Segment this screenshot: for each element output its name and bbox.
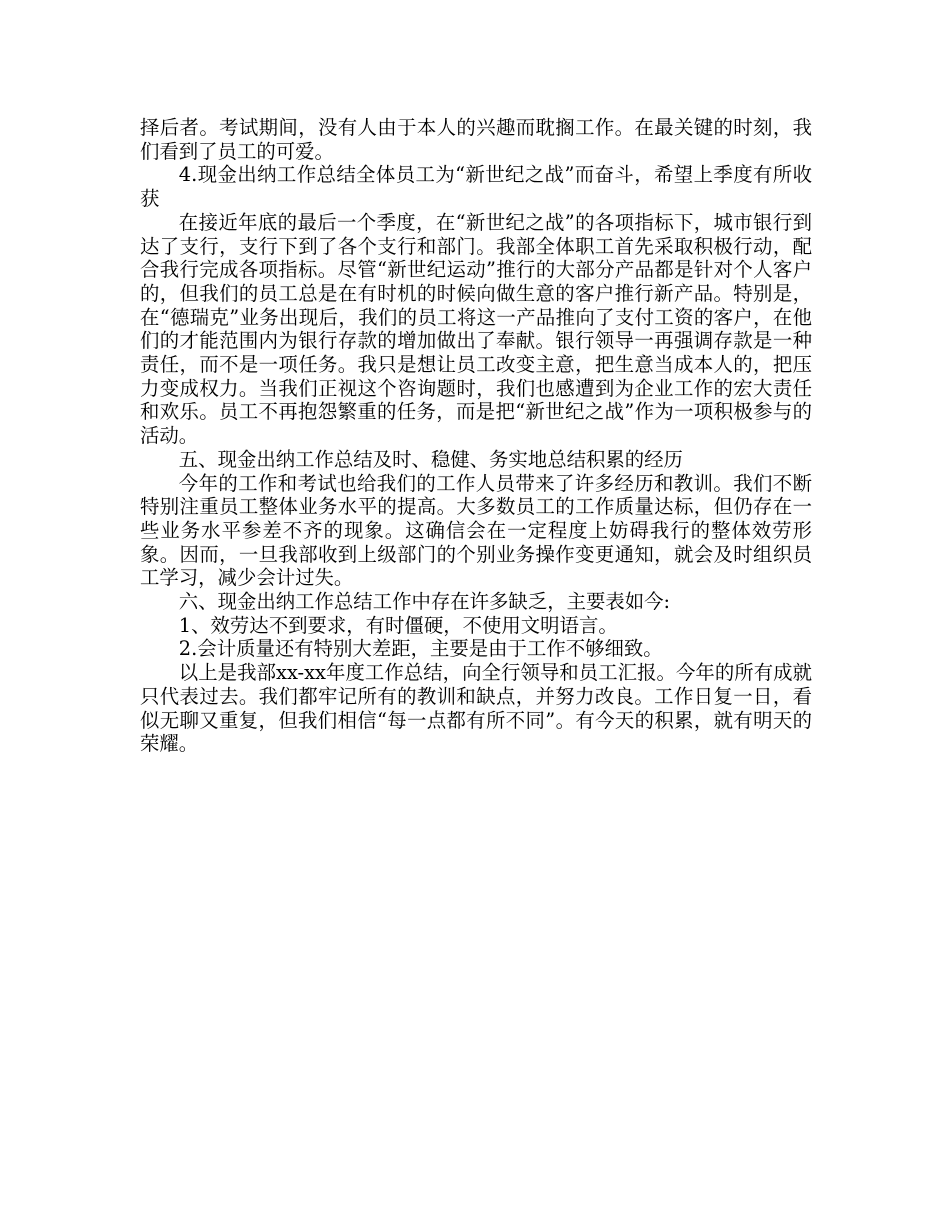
heading-section-5: 五、现金出纳工作总结及时、稳健、务实地总结积累的经历 (178, 447, 683, 471)
heading-section-6: 六、现金出纳工作总结工作中存在许多缺乏，主要表如今: (178, 590, 671, 614)
list-item-2: 2.会计质量还有特别大差距，主要是由于工作不够细致。 (178, 637, 663, 661)
heading-section-4: 4.现金出纳工作总结全体员工为“新世纪之战”而奋斗，希望上季度有所收获 (140, 163, 812, 211)
paragraph-conclusion: 以上是我部xx-xx年度工作总结，向全行领导和员工汇报。今年的所有成就只代表过去。我们都牢记所有的教训和缺点，并努力改良。工作日复一日，看似无聊又重复，但我们相信“每一点都有所不同”。有今天的积累，就有明天的荣耀。 (140, 661, 812, 756)
paragraph-new-century-campaign: 在接近年底的最后一个季度，在“新世纪之战”的各项指标下，城市银行到达了支行，支行下到了各个支行和部门。我部全体职工首先采取积极行动，配合我行完成各项指标。尽管“新世纪运动”推行的大部分产品都是针对个人客户的，但我们的员工总是在有时机的时候向做生意的客户推行新产品。特别是，在“德瑞克”业务出现后，我们的员工将这一产品推向了支付工资的客户，在他们的才能范围内为银行存款的增加做出了奉献。银行领导一再强调存款是一种责任，而不是一项任务。我只是想让员工改变主意，把生意当成本人的，把压力变成权力。当我们正视这个咨询题时，我们也感遭到为企业工作的宏大责任和欢乐。员工不再抱怨繁重的任务，而是把“新世纪之战”作为一项积极参与的活动。 (140, 210, 812, 448)
paragraph-continuation: 择后者。考试期间，没有人由于本人的兴趣而耽搁工作。在最关键的时刻，我们看到了员工的可爱。 (140, 116, 812, 163)
document-body (140, 116, 812, 756)
list-item-1: 1、效劳达不到要求，有时僵硬，不使用文明语言。 (178, 613, 618, 637)
paragraph-experience: 今年的工作和考试也给我们的工作人员带来了许多经历和教训。我们不断特别注重员工整体业务水平的提高。大多数员工的工作质量达标，但仍存在一些业务水平参差不齐的现象。这确信会在一定程度上妨碍我行的整体效劳形象。因而，一旦我部收到上级部门的个别业务操作变更通知，就会及时组织员工学习，减少会计过失。 (140, 471, 812, 590)
